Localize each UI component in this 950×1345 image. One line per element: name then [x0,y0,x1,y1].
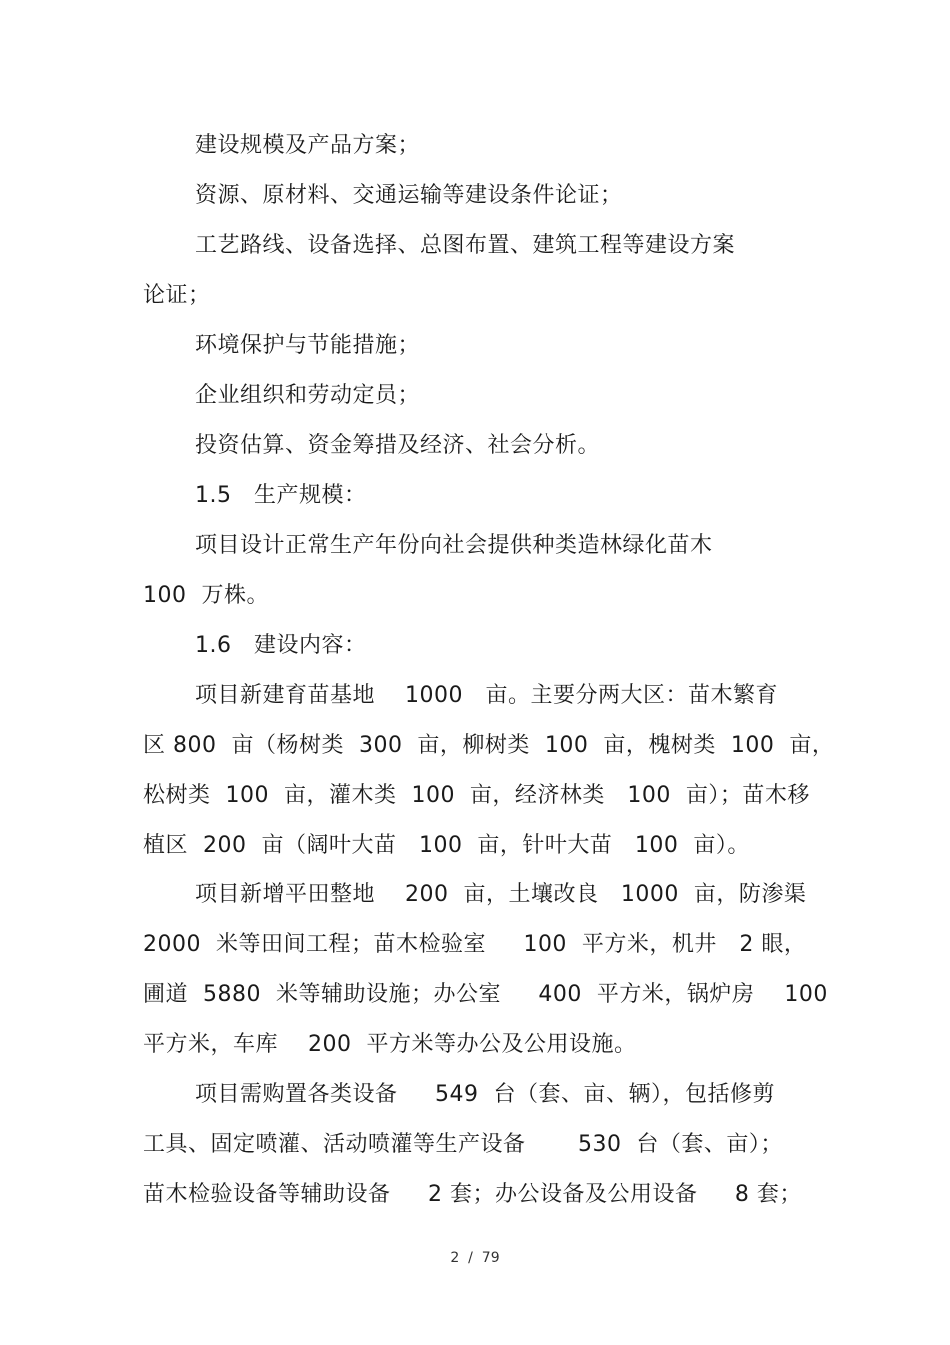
text-line: 100 万株。 [143,583,269,608]
text-line: 项目需购置各类设备 549 台（套、亩、辆），包括修剪 [195,1082,775,1107]
text-line: 项目新建育苗基地 1000 亩。主要分两大区：苗木繁育 [195,683,778,708]
text-line: 投资估算、资金筹措及经济、社会分析。 [195,433,601,458]
text-line: 平方米，车库 200 平方米等办公及公用设施。 [143,1032,637,1057]
section-heading: 1.6 建设内容： [195,633,367,658]
text-line: 松树类 100 亩，灌木类 100 亩，经济林类 100 亩）；苗木移 [143,783,810,808]
text-line: 环境保护与节能措施； [195,333,421,358]
text-line: 植区 200 亩（阔叶大苗 100 亩，针叶大苗 100 亩）。 [143,833,750,858]
text-line: 2000 米等田间工程；苗木检验室 100 平方米，机井 2 眼， [143,932,807,957]
text-line: 论证； [143,283,211,308]
page-number: 2 / 79 [450,1250,500,1266]
text-line: 工艺路线、设备选择、总图布置、建筑工程等建设方案 [195,233,736,258]
section-heading: 1.5 生产规模： [195,483,367,508]
text-line: 工具、固定喷灌、活动喷灌等生产设备 530 台（套、亩）； [143,1132,783,1157]
text-line: 企业组织和劳动定员； [195,383,421,408]
text-line: 项目新增平田整地 200 亩，土壤改良 1000 亩，防渗渠 [195,882,807,907]
text-line: 项目设计正常生产年份向社会提供种类造林绿化苗木 [195,533,713,558]
text-line: 苗木检验设备等辅助设备 2 套；办公设备及公用设备 8 套； [143,1182,802,1207]
text-line: 区 800 亩（杨树类 300 亩，柳树类 100 亩，槐树类 100 亩， [143,733,835,758]
text-line: 圃道 5880 米等辅助设施；办公室 400 平方米，锅炉房 100 [143,982,828,1007]
text-line: 建设规模及产品方案； [195,133,421,158]
text-line: 资源、原材料、交通运输等建设条件论证； [195,183,623,208]
